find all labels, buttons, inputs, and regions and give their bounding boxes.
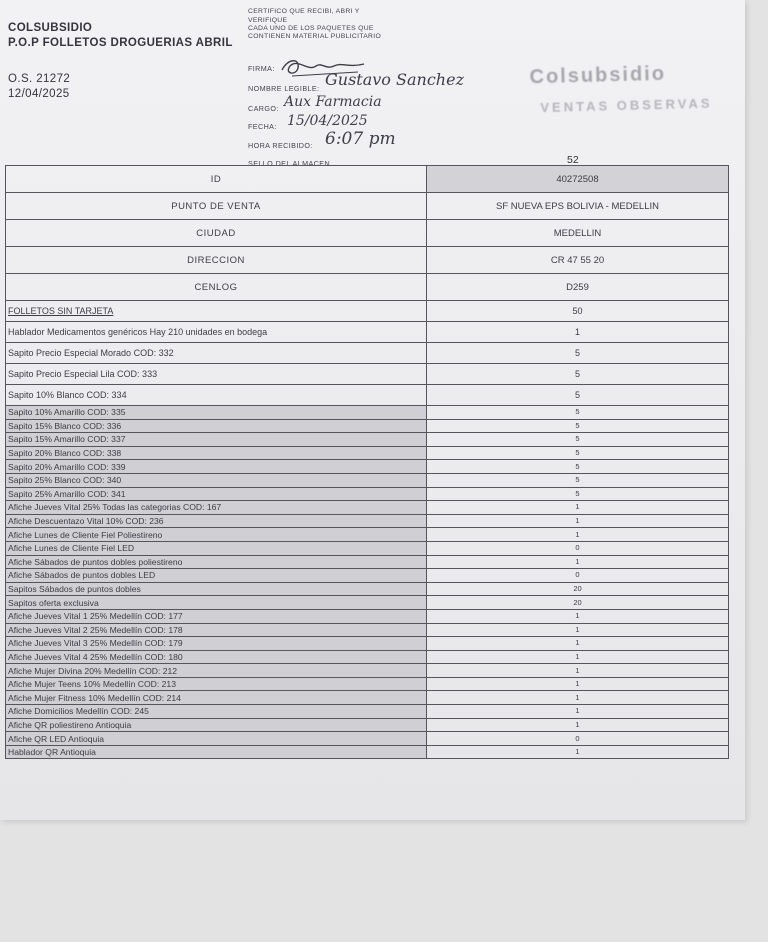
item-name: Afiche Sábados de puntos dobles poliestireno (6, 555, 427, 569)
item-quantity: 5 (427, 460, 729, 474)
item-name: Sapito Precio Especial Lila COD: 333 (6, 364, 427, 385)
item-quantity: 1 (427, 609, 729, 623)
certificate-line: CERTIFICO QUE RECIBI, ABRI Y (248, 8, 360, 15)
item-row (6, 609, 729, 623)
item-name: Sapitos oferta exclusiva (6, 596, 427, 610)
item-name: Afiche Mujer Divina 20% Medellín COD: 212 (6, 664, 427, 678)
item-row (6, 732, 729, 746)
item-name: Sapito 20% Amarillo COD: 339 (6, 460, 427, 474)
info-label: CIUDAD (6, 220, 427, 247)
item-quantity: 5 (427, 419, 729, 433)
item-name: Afiche Jueves Vital 1 25% Medellín COD: 177 (6, 609, 427, 623)
item-quantity: 1 (427, 555, 729, 569)
item-quantity: 5 (427, 385, 729, 406)
item-name: Sapito 25% Amarillo COD: 341 (6, 487, 427, 501)
item-quantity: 5 (427, 433, 729, 447)
info-value: SF NUEVA EPS BOLIVIA - MEDELLIN (427, 193, 729, 220)
firma-label: FIRMA: (248, 64, 275, 73)
item-row (6, 446, 729, 460)
info-label: DIRECCION (6, 247, 427, 274)
item-row (6, 322, 729, 343)
item-row (6, 514, 729, 528)
item-row (6, 541, 729, 555)
nombre-value: Gustavo Sanchez (325, 70, 464, 89)
item-quantity: 1 (427, 623, 729, 637)
item-quantity: 5 (427, 473, 729, 487)
item-quantity: 0 (427, 541, 729, 555)
item-quantity: 1 (427, 677, 729, 691)
item-row (6, 664, 729, 678)
item-quantity: 20 (427, 596, 729, 610)
item-quantity: 50 (427, 301, 729, 322)
store-stamp (519, 55, 721, 130)
item-name: Afiche Mujer Teens 10% Medellín COD: 213 (6, 677, 427, 691)
pos-materials-table (5, 165, 729, 759)
item-quantity: 1 (427, 705, 729, 719)
item-name: Afiche Lunes de Cliente Fiel Poliestireno (6, 528, 427, 542)
item-name: Afiche Jueves Vital 25% Todas las categorias COD: 167 (6, 501, 427, 515)
item-quantity: 20 (427, 582, 729, 596)
item-row (6, 745, 729, 759)
info-row (6, 193, 729, 220)
item-row (6, 705, 729, 719)
fecha-label: FECHA: (248, 122, 277, 131)
stamp-text: Colsubsidio (529, 62, 667, 89)
info-value: MEDELLIN (427, 220, 729, 247)
item-name: Afiche Mujer Fitness 10% Medellín COD: 214 (6, 691, 427, 705)
item-row (6, 473, 729, 487)
item-row (6, 596, 729, 610)
item-row (6, 718, 729, 732)
item-quantity: 1 (427, 718, 729, 732)
item-row (6, 637, 729, 651)
item-quantity: 1 (427, 528, 729, 542)
info-row (6, 166, 729, 193)
item-name: FOLLETOS SIN TARJETA (6, 301, 427, 322)
order-number: O.S. 21272 (8, 73, 71, 85)
cargo-label: CARGO: (248, 104, 279, 113)
info-value: 40272508 (427, 166, 729, 193)
item-name: Sapito 10% Blanco COD: 334 (6, 385, 427, 406)
item-name: Sapito 15% Amarillo COD: 337 (6, 433, 427, 447)
cargo-value: Aux Farmacia (284, 94, 382, 110)
item-quantity: 1 (427, 501, 729, 515)
info-label: ID (6, 166, 427, 193)
item-name: Afiche Jueves Vital 3 25% Medellín COD: 179 (6, 637, 427, 651)
hora-value: 6:07 pm (325, 129, 396, 149)
item-row (6, 301, 729, 322)
item-name: Hablador QR Antioquia (6, 745, 427, 759)
item-name: Sapitos Sábados de puntos dobles (6, 582, 427, 596)
item-row (6, 501, 729, 515)
item-name: Sapito 15% Blanco COD: 336 (6, 419, 427, 433)
item-row (6, 433, 729, 447)
fecha-value: 15/04/2025 (287, 113, 368, 129)
info-label: CENLOG (6, 274, 427, 301)
item-row (6, 582, 729, 596)
item-name: Afiche Domicilios Medellín COD: 245 (6, 705, 427, 719)
certificate-line: CADA UNO DE LOS PAQUETES QUE (248, 25, 374, 32)
item-quantity: 5 (427, 364, 729, 385)
item-name: Afiche QR LED Antioquia (6, 732, 427, 746)
item-name: Afiche QR poliestireno Antioquia (6, 718, 427, 732)
item-name: Sapito 20% Blanco COD: 338 (6, 446, 427, 460)
info-value: CR 47 55 20 (427, 247, 729, 274)
item-name: Sapito 25% Blanco COD: 340 (6, 473, 427, 487)
item-quantity: 5 (427, 446, 729, 460)
item-name: Afiche Descuentazo Vital 10% COD: 236 (6, 514, 427, 528)
company-name: COLSUBSIDIO (8, 22, 93, 34)
item-row (6, 677, 729, 691)
item-quantity: 1 (427, 745, 729, 759)
item-quantity: 1 (427, 637, 729, 651)
item-row (6, 650, 729, 664)
item-quantity: 1 (427, 691, 729, 705)
info-value: D259 (427, 274, 729, 301)
item-quantity: 1 (427, 664, 729, 678)
item-name: Afiche Lunes de Cliente Fiel LED (6, 541, 427, 555)
item-row (6, 419, 729, 433)
item-row (6, 343, 729, 364)
info-row (6, 247, 729, 274)
item-quantity: 5 (427, 343, 729, 364)
info-row (6, 274, 729, 301)
item-quantity: 5 (427, 406, 729, 420)
hora-label: HORA RECIBIDO: (248, 141, 313, 150)
document-title: P.O.P FOLLETOS DROGUERIAS ABRIL (8, 37, 233, 49)
item-row (6, 406, 729, 420)
item-row (6, 385, 729, 406)
sello-label: SELLO DEL ALMACEN (248, 159, 331, 168)
stamp-text: VENTAS OBSERVAS (540, 95, 713, 116)
item-quantity: 5 (427, 487, 729, 501)
item-row (6, 569, 729, 583)
item-quantity: 0 (427, 569, 729, 583)
item-quantity: 0 (427, 732, 729, 746)
item-name: Afiche Jueves Vital 2 25% Medellín COD: 178 (6, 623, 427, 637)
page-number: 52 (567, 154, 579, 166)
nombre-label: NOMBRE LEGIBLE: (248, 84, 320, 93)
item-quantity: 1 (427, 322, 729, 343)
info-row (6, 220, 729, 247)
document-date: 12/04/2025 (8, 88, 70, 100)
item-row (6, 691, 729, 705)
item-row (6, 623, 729, 637)
certificate-line: VERIFIQUE (248, 17, 288, 24)
item-name: Hablador Medicamentos genéricos Hay 210 unidades en bodega (6, 322, 427, 343)
info-label: PUNTO DE VENTA (6, 193, 427, 220)
certificate-line: CONTIENEN MATERIAL PUBLICITARIO (248, 33, 382, 40)
item-row (6, 364, 729, 385)
item-name: Sapito Precio Especial Morado COD: 332 (6, 343, 427, 364)
item-row (6, 460, 729, 474)
item-name: Afiche Jueves Vital 4 25% Medellín COD: 180 (6, 650, 427, 664)
item-quantity: 1 (427, 514, 729, 528)
item-name: Sapito 10% Amarillo COD: 335 (6, 406, 427, 420)
item-row (6, 487, 729, 501)
item-quantity: 1 (427, 650, 729, 664)
item-row (6, 528, 729, 542)
item-row (6, 555, 729, 569)
item-name: Afiche Sábados de puntos dobles LED (6, 569, 427, 583)
